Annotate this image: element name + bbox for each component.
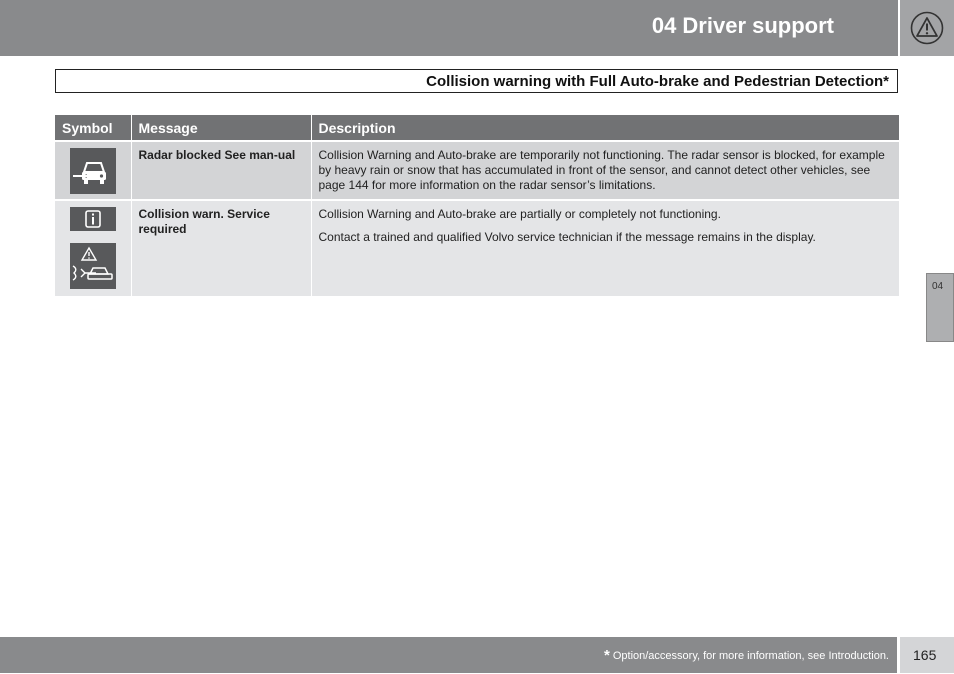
collision-warning-service-icon: [70, 243, 116, 289]
information-icon: [70, 207, 116, 231]
symbol-cell: [55, 200, 131, 296]
message-table: [55, 115, 899, 296]
chapter-warning-box: [900, 0, 954, 56]
table-row: [55, 200, 899, 296]
table-header-row: [55, 115, 899, 141]
footnote: [604, 647, 889, 664]
page-number-box: [900, 637, 954, 673]
description-cell: [311, 141, 899, 200]
chapter-title: 04 Driver support: [651, 13, 834, 38]
description-text: Contact a trained and qualified Volvo service technician if the message remains in the display.: [318, 230, 816, 244]
description-cell: [311, 200, 899, 296]
page-number: 165: [913, 647, 937, 663]
section-header: [55, 69, 898, 93]
chapter-side-tab: [926, 273, 954, 342]
section-title: Collision warning with Full Auto-brake and Pedestrian Detection*: [426, 73, 889, 90]
footer-bar: [0, 637, 897, 673]
description-text: Collision Warning and Auto-brake are partially or completely not functioning.: [318, 207, 721, 221]
footnote-star: *: [604, 647, 610, 664]
column-header-description: Description: [311, 115, 899, 141]
message-cell: Collision warn. Service required: [131, 200, 311, 296]
warning-triangle-icon: [910, 11, 944, 45]
table-row: [55, 141, 899, 200]
description-text: Collision Warning and Auto-brake are temporarily not functioning. The radar sensor is blocked, for example by heavy rain or snow that has accumulated in front of the sensor, and cannot detect other vehicles, see page 144 for more information on the radar sensor’s limitations.: [318, 148, 885, 192]
message-cell: Radar blocked See man-ual: [131, 141, 311, 200]
column-header-message: Message: [131, 115, 311, 141]
radar-blocked-car-icon: [70, 148, 116, 194]
footnote-text: Option/accessory, for more information, see Introduction.: [612, 650, 889, 662]
side-tab-label: 04: [932, 281, 944, 292]
chapter-header-bar: [0, 0, 898, 56]
column-header-symbol: Symbol: [55, 115, 131, 141]
symbol-cell: [55, 141, 131, 200]
